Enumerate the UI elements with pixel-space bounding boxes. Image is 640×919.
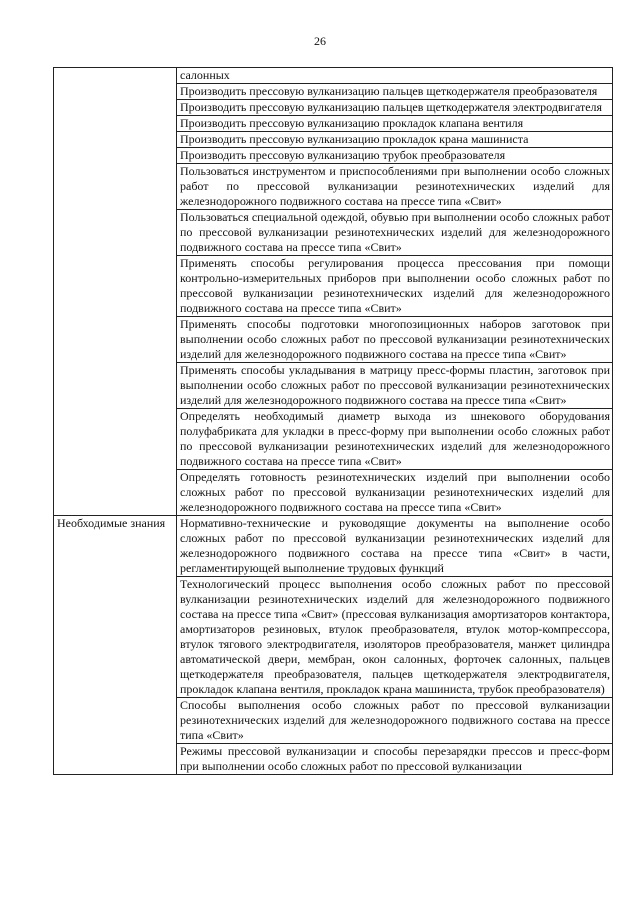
requirement-text: Режимы прессовой вулканизации и способы перезарядки прессов и пресс-форм при выполнении особо сложных работ по прессовой вулканизации bbox=[177, 744, 613, 775]
requirement-text: Пользоваться специальной одеждой, обувью при выполнении особо сложных работ по прессовой вулканизации резинотехнических изделий для железнодорожного подвижного состава на прессе типа «Свит» bbox=[177, 210, 613, 256]
requirement-text: Применять способы регулирования процесса прессования при помощи контрольно-измерительных приборов при выполнении особо сложных работ по прессовой вулканизации резинотехнических изделий для железнодорожного подвижного состава на прессе типа «Свит» bbox=[177, 256, 613, 317]
requirement-text: Применять способы подготовки многопозиционных наборов заготовок при выполнении особо сложных работ по прессовой вулканизации резинотехнических изделий для железнодорожного подвижного состава на прессе типа «Свит» bbox=[177, 317, 613, 363]
table-row bbox=[54, 516, 613, 577]
requirement-text: Определять необходимый диаметр выхода из шнекового оборудования полуфабриката для укладки в пресс-форму при выполнении особо сложных работ по прессовой вулканизации резинотехнических изделий для железнодорожного подвижного состава на прессе типа «Свит» bbox=[177, 409, 613, 470]
table-row bbox=[54, 68, 613, 84]
requirement-text: Производить прессовую вулканизацию прокладок крана машиниста bbox=[177, 132, 613, 148]
requirements-table bbox=[53, 67, 613, 775]
requirement-text: Нормативно-технические и руководящие документы на выполнение особо сложных работ по прессовой вулканизации резинотехнических изделий для железнодорожного подвижного состава на прессе типа «Свит» в части, регламентирующей выполнение трудовых функций bbox=[177, 516, 613, 577]
requirement-text: Пользоваться инструментом и приспособлениями при выполнении особо сложных работ по прессовой вулканизации резинотехнических изделий для железнодорожного подвижного состава на прессе типа «Свит» bbox=[177, 164, 613, 210]
requirement-text: Производить прессовую вулканизацию пальцев щеткодержателя электродвигателя bbox=[177, 100, 613, 116]
requirement-text: Производить прессовую вулканизацию трубок преобразователя bbox=[177, 148, 613, 164]
section-label: Необходимые знания bbox=[54, 516, 177, 775]
requirement-text: Производить прессовую вулканизацию прокладок клапана вентиля bbox=[177, 116, 613, 132]
page-number: 26 bbox=[314, 34, 326, 48]
requirement-text: Производить прессовую вулканизацию пальцев щеткодержателя преобразователя bbox=[177, 84, 613, 100]
requirements-table-body bbox=[54, 68, 613, 775]
section-label bbox=[54, 68, 177, 516]
requirement-text: Технологический процесс выполнения особо сложных работ по прессовой вулканизации резинотехнических изделий для железнодорожного подвижного состава на прессе типа «Свит» (прессовая вулканизация амортизаторов контактора, амортизаторов резиновых, втулок преобразователя, втулок мотор-компрессора, втулок тягового электродвигателя, изоляторов преобразователя, манжет цилиндра автоматической двери, мембран, окон салонных, форточек салонных, пальцев щеткодержателя преобразователя, пальцев щеткодержателя электродвигателя, прокладок клапана вентиля, прокладок крана машиниста, трубок преобразователя) bbox=[177, 577, 613, 698]
requirement-text: Применять способы укладывания в матрицу пресс-формы пластин, заготовок при выполнении особо сложных работ по прессовой вулканизации резинотехнических изделий для железнодорожного подвижного состава на прессе типа «Свит» bbox=[177, 363, 613, 409]
requirement-text: Определять готовность резинотехнических изделий при выполнении особо сложных работ по прессовой вулканизации резинотехнических изделий для железнодорожного подвижного состава на прессе типа «Свит» bbox=[177, 470, 613, 516]
requirement-text: Способы выполнения особо сложных работ по прессовой вулканизации резинотехнических изделий для железнодорожного подвижного состава на прессе типа «Свит» bbox=[177, 698, 613, 744]
requirement-text: салонных bbox=[177, 68, 613, 84]
